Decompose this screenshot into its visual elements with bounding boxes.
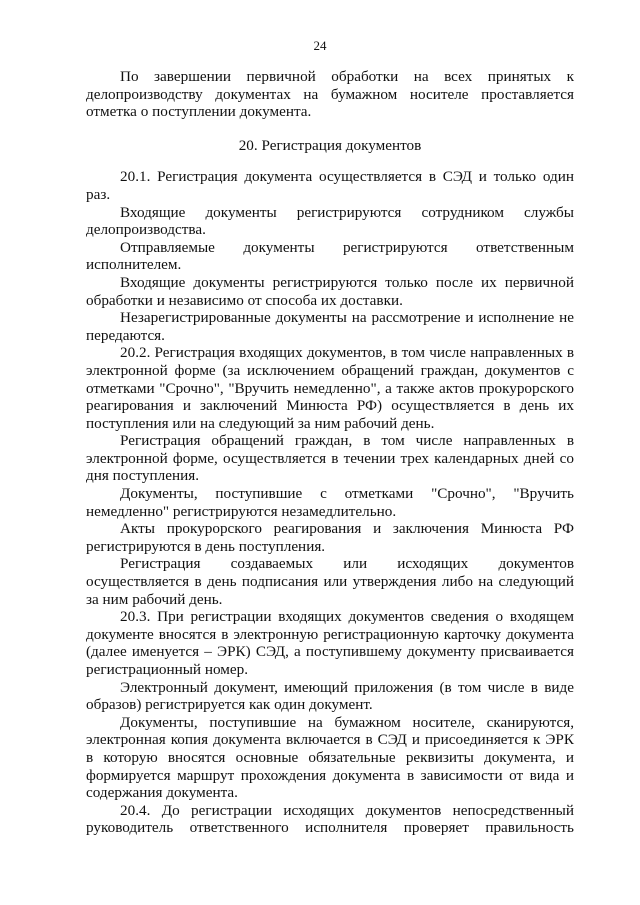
page-number: 24 bbox=[313, 38, 327, 53]
paragraph-paper-scanning: Документы, поступившие на бумажном носителе, сканируются, электронная копия документа включается в СЭД и присоединяется к ЭРК в которую вносятся основные обязательные реквизиты документа, и формируется маршрут прохождения документа в зависимости от вида и содержания документа. bbox=[86, 713, 574, 802]
paragraph-urgent-documents: Документы, поступившие с отметками "Срочно", "Вручить немедленно" регистрируются незамедлительно. bbox=[86, 485, 574, 520]
document-body bbox=[86, 68, 574, 837]
paragraph-outgoing-documents: Регистрация создаваемых или исходящих документов осуществляется в день подписания или утверждения либо на следующий за ним рабочий день. bbox=[86, 555, 574, 608]
paragraph-20-1: 20.1. Регистрация документа осуществляется в СЭД и только один раз. bbox=[86, 168, 574, 203]
paragraph-20-2: 20.2. Регистрация входящих документов, в том числе направленных в электронной форме (за исключением обращений граждан, документов с отметками "Срочно", "Вручить немедленно", а также актов прокурорского реагирования и заключений Минюста РФ) осуществляется в день их поступления или на следующий за ним рабочий день. bbox=[86, 344, 574, 432]
paragraph-20-4: 20.4. До регистрации исходящих документов непосредственный руководитель ответственного исполнителя проверяет правильность bbox=[86, 801, 574, 837]
paragraph-electronic-attachments: Электронный документ, имеющий приложения (в том числе в виде образов) регистрируется как один документ. bbox=[86, 678, 574, 714]
paragraph-20-3: 20.3. При регистрации входящих документов сведения о входящем документе вносятся в электронную регистрационную карточку документа (далее именуется – ЭРК) СЭД, а поступившему документу присваивается регистрационный номер. bbox=[86, 608, 574, 678]
intro-paragraph: По завершении первичной обработки на всех принятых к делопроизводству документах на бумажном носителе проставляется отметка о поступлении документа. bbox=[86, 68, 574, 121]
paragraph-citizen-appeals: Регистрация обращений граждан, в том числе направленных в электронной форме, осуществляется в течении трех календарных дней со дня поступления. bbox=[86, 432, 574, 485]
paragraph-incoming-registration: Входящие документы регистрируются сотрудником службы делопроизводства. bbox=[86, 203, 574, 239]
paragraph-prosecutor-acts: Акты прокурорского реагирования и заключения Минюста РФ регистрируются в день поступления. bbox=[86, 520, 574, 555]
paragraph-after-processing: Входящие документы регистрируются только после их первичной обработки и независимо от способа их доставки. bbox=[86, 273, 574, 309]
section-title: 20. Регистрация документов bbox=[238, 136, 422, 154]
paragraph-outgoing-registration: Отправляемые документы регистрируются ответственным исполнителем. bbox=[86, 238, 574, 274]
paragraph-unregistered: Незарегистрированные документы на рассмотрение и исполнение не передаются. bbox=[86, 309, 574, 344]
